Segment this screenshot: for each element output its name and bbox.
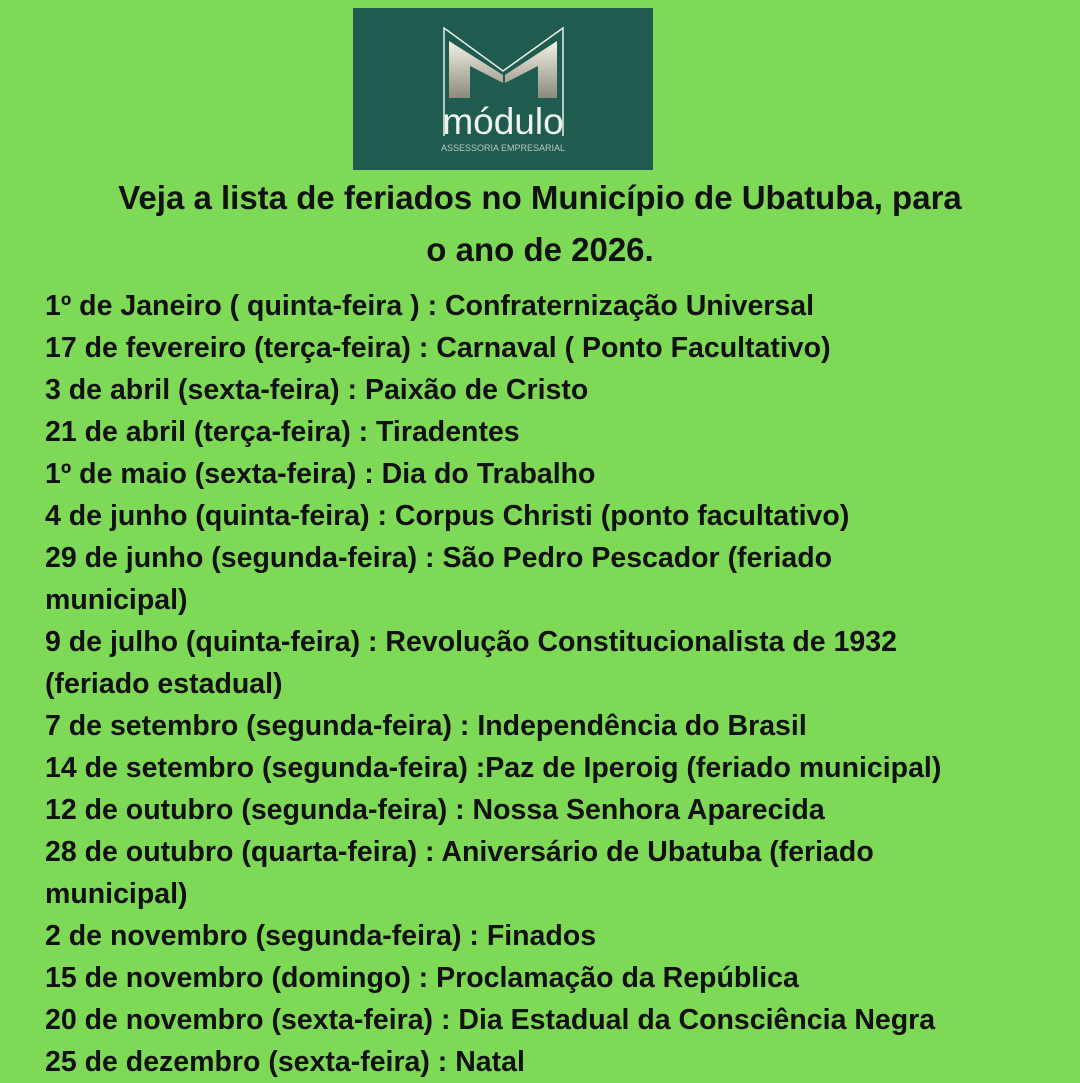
- company-logo: [353, 8, 653, 170]
- logo-wordmark: módulo: [442, 101, 564, 142]
- holiday-text: 14 de setembro (segunda-feira) :Paz de Iperoig (feriado municipal): [45, 752, 942, 784]
- holiday-text: 3 de abril (sexta-feira) : Paixão de Cristo: [45, 374, 589, 406]
- holiday-item: [45, 369, 1075, 411]
- holiday-item: [45, 705, 1075, 747]
- holiday-text: 21 de abril (terça-feira) : Tiradentes: [45, 416, 520, 448]
- holiday-item: [45, 789, 1075, 831]
- title-line-1: Veja a lista de feriados no Município de Ubatuba, para: [118, 179, 962, 216]
- holiday-text: 29 de junho (segunda-feira) : São Pedro Pescador (feriado: [45, 542, 833, 574]
- holiday-item: [45, 747, 1075, 789]
- holiday-list: [45, 285, 1075, 1083]
- holiday-item: [45, 453, 1075, 495]
- logo-tagline: ASSESSORIA EMPRESARIAL: [440, 143, 566, 153]
- holiday-item: [45, 537, 1075, 621]
- holiday-text: 1º de maio (sexta-feira) : Dia do Trabalho: [45, 458, 596, 490]
- holiday-text: 25 de dezembro (sexta-feira) : Natal: [45, 1046, 525, 1078]
- holiday-text: 15 de novembro (domingo) : Proclamação da República: [45, 962, 799, 994]
- holiday-item: [45, 831, 1075, 915]
- holiday-text: 17 de fevereiro (terça-feira) : Carnaval ( Ponto Facultativo): [45, 332, 831, 364]
- holiday-text: municipal): [45, 878, 188, 910]
- holiday-text: 7 de setembro (segunda-feira) : Independência do Brasil: [45, 710, 807, 742]
- holiday-text: 2 de novembro (segunda-feira) : Finados: [45, 920, 597, 952]
- holiday-text: (feriado estadual): [45, 668, 283, 700]
- holiday-item: [45, 1041, 1075, 1083]
- holiday-item: [45, 621, 1075, 705]
- holiday-text: municipal): [45, 584, 188, 616]
- holiday-item: [45, 915, 1075, 957]
- title-line-2: o ano de 2026.: [426, 231, 654, 268]
- holiday-text: 4 de junho (quinta-feira) : Corpus Christi (ponto facultativo): [45, 500, 850, 532]
- page-title: [20, 172, 1060, 276]
- holiday-text: 9 de julho (quinta-feira) : Revolução Constitucionalista de 1932: [45, 626, 897, 658]
- holiday-item: [45, 285, 1075, 327]
- holiday-item: [45, 411, 1075, 453]
- holiday-text: 1º de Janeiro ( quinta-feira ) : Confraternização Universal: [45, 290, 815, 322]
- holiday-item: [45, 957, 1075, 999]
- holiday-text: 20 de novembro (sexta-feira) : Dia Estadual da Consciência Negra: [45, 1004, 936, 1036]
- holiday-item: [45, 327, 1075, 369]
- holiday-item: [45, 999, 1075, 1041]
- holiday-text: 12 de outubro (segunda-feira) : Nossa Senhora Aparecida: [45, 794, 825, 826]
- logo-m-icon: [353, 8, 653, 170]
- holiday-item: [45, 495, 1075, 537]
- holiday-text: 28 de outubro (quarta-feira) : Aniversário de Ubatuba (feriado: [45, 836, 874, 868]
